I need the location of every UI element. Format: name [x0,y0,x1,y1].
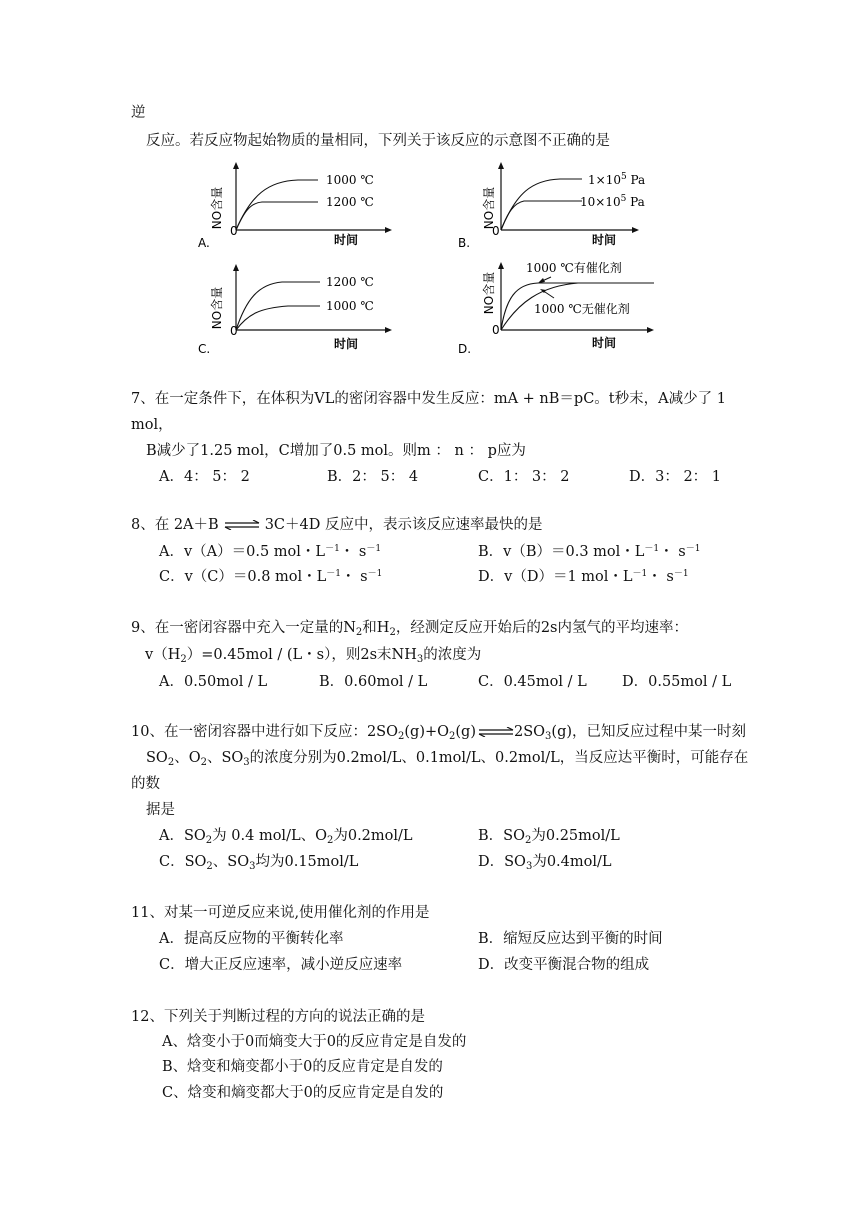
graph-c-x-arrow [385,327,392,333]
q8-option-b: B．v（B）＝0.3 mol・$L^{-1}$・ $s^{-1}$ [478,544,701,560]
q10-stem-3: 的数 [131,776,160,792]
graph-b-option: B. [458,236,471,250]
graph-d-pointer-upper-head [538,278,545,283]
graph-b-y-label: NO含量 [482,186,496,230]
graph-b-label-upper: $1\times 10^5$ Pa [588,172,646,187]
q7-stem-1: 7、在一定条件下，在体积为VL的密闭容器中发生反应：mA + nB＝pC。t秒末，A减少了 1 [131,391,726,407]
graph-a [196,160,416,250]
graph-c-label-upper: 1200 ℃ [326,275,374,289]
q7-stem-2: B减少了1.25 mol，C增加了0.5 mol。则m ： n ： p应为 [146,443,526,459]
q11-option-b: B．缩短反应达到平衡的时间 [478,931,663,947]
graph-c-svg [196,262,416,357]
graph-a-option: A. [198,236,210,250]
q9-stem-2: $v(H_2)=0.45mol / (L$・s），则2s末$NH_3$的浓度为 [145,647,482,665]
q8-option-a: A．v（A）＝0.5 mol・$L^{-1}$・ $s^{-1}$ [159,544,382,560]
q8-option-d: D．v（D）＝1 mol・$L^{-1}$・ $s^{-1}$ [478,569,689,585]
graph-d-label-lower: 1000 ℃无催化剂 [534,302,630,316]
q11-option-a: A．提高反应物的平衡转化率 [159,931,344,947]
intro-line-1: 逆 [131,105,146,121]
q10-option-b: B．$SO_2$为0.25mol/L [478,828,620,846]
q12-option-b: B、焓变和熵变都小于0的反应肯定是自发的 [162,1059,443,1075]
q8-option-c: C．v（C）＝0.8 mol・$L^{-1}$・ $s^{-1}$ [159,569,383,585]
q9-option-c: C．0.45mol / L [478,674,587,690]
graph-c-origin: 0 [230,324,238,338]
q11-option-c: C．增大正反应速率，减小逆反应速率 [159,957,403,973]
graph-a-svg [196,160,416,250]
graph-d-y-arrow [498,262,504,269]
q11-option-d: D．改变平衡混合物的组成 [478,957,650,973]
graph-d-origin: 0 [492,323,500,337]
q10-option-a: A．$SO_2$为 0.4 mol/L、$O_2$为0.2mol/L [159,828,413,846]
graph-b-x-label: 时间 [592,233,617,247]
q11-stem: 11、对某一可逆反应来说,使用催化剂的作用是 [131,905,430,921]
q9-option-d: D．0.55mol / L [622,674,732,690]
q12-option-a: A、焓变小于0而熵变大于0的反应肯定是自发的 [162,1034,467,1050]
q9-option-b: B．0.60mol / L [319,674,428,690]
graph-a-y-arrow [233,162,239,169]
q10-stem-1: 10、在一密闭容器中进行如下反应：$2SO_2(g)+O_2(g)$ $2SO_3(g)$，已知反应过程中某一时刻 [131,724,747,742]
graph-b-label-lower: $10\times 10^5$ Pa [580,194,645,209]
q9-option-a: A．0.50mol / L [159,674,268,690]
q7-option-a: A．4： 5： 2 [159,469,250,485]
graph-d-svg [458,258,698,357]
graph-b-y-arrow [498,162,504,169]
graph-a-x-label: 时间 [334,233,359,247]
q7-option-b: B．2： 5： 4 [327,469,419,485]
q12-option-c: C、焓变和熵变都大于0的反应肯定是自发的 [162,1085,444,1101]
equilibrium-arrows-icon [223,520,261,530]
graph-c-option: C. [198,342,211,356]
graph-b-x-arrow [632,227,639,233]
q7-option-d: D．3： 2： 1 [629,469,722,485]
graph-b [458,160,678,250]
graph-a-curve-1000 [236,180,318,230]
intro-line-2: 反应。若反应物起始物质的量相同，下列关于该反应的示意图不正确的是 [146,133,610,149]
graph-d [458,258,698,357]
q7-option-c: C．1： 3： 2 [478,469,570,485]
graph-d-x-arrow [647,327,654,333]
graph-d-label-upper: 1000 ℃有催化剂 [526,261,622,275]
graph-b-origin: 0 [492,224,500,238]
graph-c-y-arrow [233,264,239,271]
graph-c-curve-1000 [236,306,320,330]
q12-stem: 12、下列关于判断过程的方向的说法正确的是 [131,1009,425,1025]
equilibrium-arrows-icon [478,727,514,737]
q7-stem-1b: mol， [131,417,173,433]
q8-stem: 8、在 2A＋B 3C＋4D 反应中，表示该反应速率最快的是 [131,517,543,533]
q10-stem-2: $SO_2$、$O_2$、$SO_3$的浓度分别为0.2mol/L、0.1mol/L、0.2mol/L，当反应达平衡时，可能存在 [146,750,749,768]
graph-a-origin: 0 [230,224,238,238]
graph-d-y-label: NO含量 [482,271,496,315]
q9-stem-1: 9、在一密闭容器中充入一定量的$N_2$和$H_2$，经测定反应开始后的2s内氢气的平均速率： [131,620,688,638]
graph-c-label-lower: 1000 ℃ [326,299,374,313]
graph-c-x-label: 时间 [334,337,359,351]
q10-option-d: D．$SO_3$为0.4mol/L [478,854,612,872]
graph-c-y-label: NO含量 [210,286,224,330]
graph-a-label-upper: 1000 ℃ [326,173,374,187]
graph-c [196,262,416,357]
graph-d-x-label: 时间 [592,336,617,350]
graph-a-label-lower: 1200 ℃ [326,195,374,209]
graph-b-curve-1e5 [501,179,582,230]
graph-a-x-arrow [385,227,392,233]
graph-a-y-label: NO含量 [210,186,224,230]
q10-stem-4: 据是 [146,802,175,818]
q10-option-c: C．$SO_2$、$SO_3$均为0.15mol/L [159,854,359,872]
graph-b-svg [458,160,678,250]
graph-d-option: D. [458,342,472,356]
